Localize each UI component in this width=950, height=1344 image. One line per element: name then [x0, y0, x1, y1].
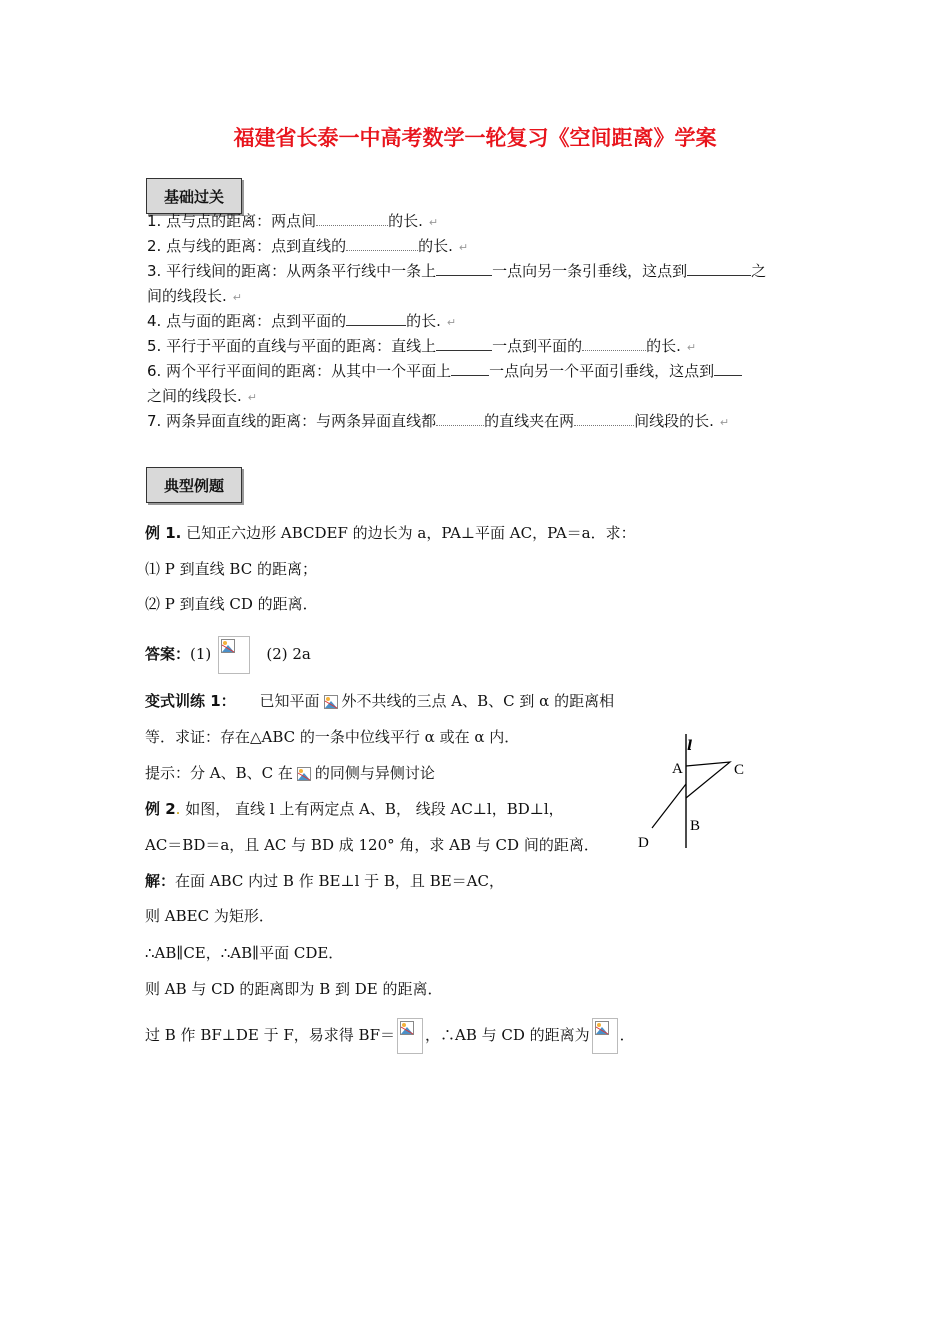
example-1-answer: 答案：(1) (2) 2a: [145, 636, 311, 674]
label-a: A: [672, 761, 683, 777]
variant-1-line2: 等．求证：存在△ABC 的一条中位线平行 α 或在 α 内．: [145, 728, 520, 746]
item-3: 3. 平行线间的距离：从两条平行线中一条上 一点向另一条引垂线，这点到 之: [147, 262, 767, 280]
item-6-cont: 之间的线段长. ↵: [147, 387, 257, 405]
label-c: C: [734, 762, 745, 778]
blank: [346, 311, 406, 326]
section-header-basics: [146, 178, 242, 214]
blank: [451, 361, 489, 376]
variant-1-hint: 提示：分 A、B、C 在 的同侧与异侧讨论: [145, 764, 435, 782]
page-title: 福建省长泰一中高考数学一轮复习《空间距离》学案: [233, 126, 717, 150]
label-l: l: [687, 738, 693, 754]
blank: [574, 411, 634, 426]
geometry-diagram: [630, 726, 790, 856]
segment-bd: [652, 784, 686, 828]
item-1: 1. 点与点的距离：两点间 的长. ↵: [147, 212, 439, 230]
solution-line-3: ∴AB∥CE，∴AB∥平面 CDE．: [145, 944, 344, 962]
formula-image-icon: [295, 765, 313, 783]
item-2: 2. 点与线的距离：点到直线的 的长. ↵: [147, 237, 469, 255]
formula-image-icon: [322, 693, 340, 711]
formula-image-icon: [397, 1018, 423, 1054]
blank: [714, 361, 742, 376]
example-1-q1: ⑴ P 到直线 BC 的距离；: [145, 560, 317, 578]
example-1-q2: ⑵ P 到直线 CD 的距离．: [145, 595, 318, 613]
label-d: D: [638, 835, 649, 851]
solution-line-4: 则 AB 与 CD 的距离即为 B 到 DE 的距离．: [145, 980, 443, 998]
blank: [436, 336, 492, 351]
solution-line-1: 解：在面 ABC 内过 B 作 BE⊥l 于 B，且 BE＝AC，: [145, 872, 504, 890]
blank: [687, 261, 751, 276]
blank: [436, 411, 484, 426]
blank: [316, 211, 388, 226]
variant-1-text: 变式训练 1： 已知平面 外不共线的三点 A、B、C 到 α 的距离相: [145, 692, 615, 710]
solution-line-5: 过 B 作 BF⊥DE 于 F，易求得 BF＝ ，∴AB 与 CD 的距离为 ．: [145, 1018, 635, 1054]
example-2-line2: AC＝BD＝a，且 AC 与 BD 成 120° 角，求 AB 与 CD 间的距离．: [145, 836, 599, 854]
example-1-text: 例 1. 已知正六边形 ABCDEF 的边长为 a，PA⊥平面 AC，PA＝a．求：: [145, 524, 636, 542]
item-7: 7. 两条异面直线的距离：与两条异面直线都 的直线夹在两 间线段的长. ↵: [147, 412, 730, 430]
item-6: 6. 两个平行平面间的距离：从其中一个平面上 一点向另一个平面引垂线，这点到: [147, 361, 742, 381]
formula-image-icon: [592, 1018, 618, 1054]
segment-ac: [686, 762, 730, 798]
item-5: 5. 平行于平面的直线与平面的距离：直线上 一点到平面的 的长. ↵: [147, 337, 697, 355]
item-3-cont: 间的线段长. ↵: [147, 287, 242, 305]
blank: [436, 261, 492, 276]
blank: [346, 236, 418, 251]
section-header-examples: [146, 467, 242, 503]
section-header-label: 基础过关: [163, 187, 224, 206]
item-4: 4. 点与面的距离：点到平面的 的长. ↵: [147, 312, 457, 330]
label-b: B: [690, 818, 701, 834]
example-2-text: 例 2. 如图， 直线 l 上有两定点 A、B， 线段 AC⊥l，BD⊥l，: [145, 800, 564, 818]
section-header-label: 典型例题: [163, 476, 224, 495]
solution-line-2: 则 ABEC 为矩形．: [145, 907, 274, 925]
formula-image-icon: [218, 636, 250, 674]
blank: [582, 336, 646, 351]
